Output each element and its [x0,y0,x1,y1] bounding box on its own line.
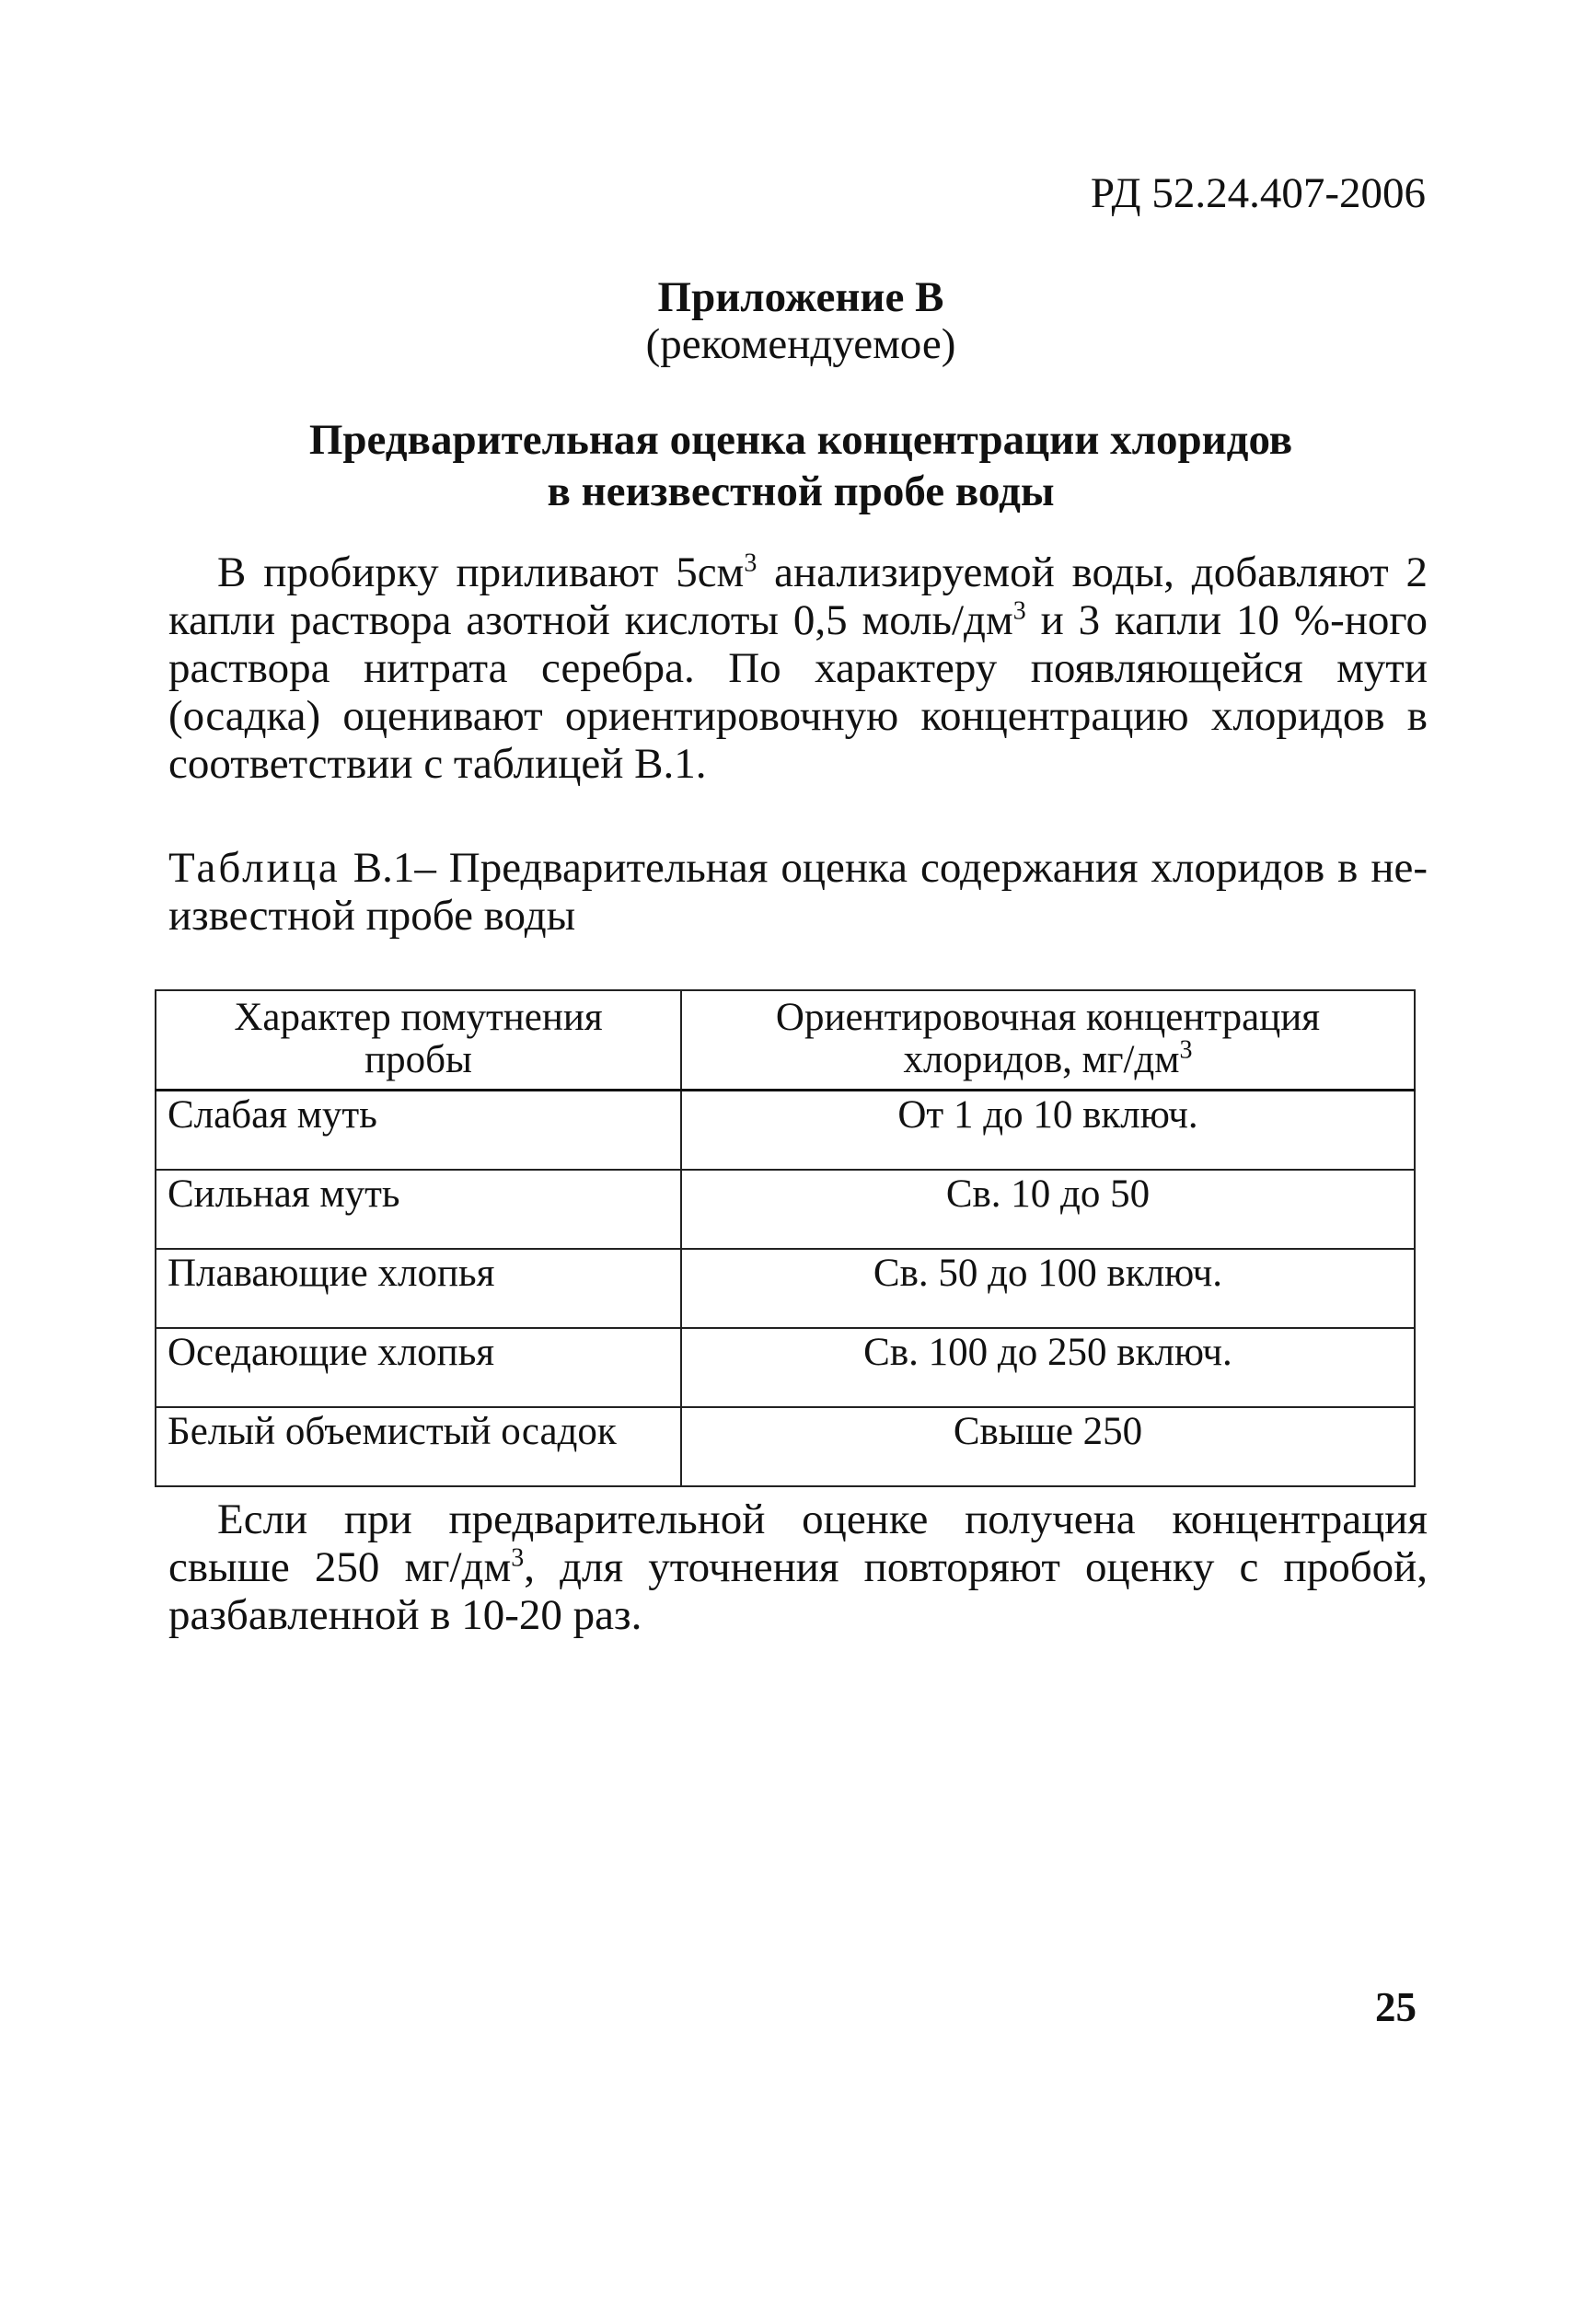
note-text-1: Если при предварительной оценке получена концентрация свыше 250 мг/дм [168,1495,1428,1591]
table-row [156,1407,1415,1486]
document-code: РД 52.24.407-2006 [1090,169,1426,217]
note-paragraph [168,1495,1428,1639]
section-heading-line-1: Предварительная оценка концентрации хлоридов [308,416,1293,464]
concentration-cell: Св. 50 до 100 включ. [681,1249,1415,1328]
note-text-2: , для уточнения повторяют оценку с пробой, разбавленной в 10-20 раз. [168,1543,1428,1639]
table-caption [168,844,1428,940]
table-caption-text: В.1– Предварительная оценка содержания хлоридов в неизвестной пробе воды [168,844,1428,940]
column-header-concentration [681,990,1415,1091]
turbidity-cell: Оседающие хлопья [156,1328,681,1407]
column-header-turbidity [156,990,681,1091]
intro-sup-1: 3 [744,549,758,578]
column-header-concentration-unit: хлоридов, мг/дм [903,1038,1180,1081]
intro-text-3: и 3 капли 10 %-ного раствора нитрата серебра. По характеру появляющейся мути (осадка) оценивают ориентировочную концентрацию хлоридов в соответствии с таблицей В.1. [168,596,1428,788]
note-sup-1: 3 [511,1543,525,1573]
page-number: 25 [1375,1984,1417,2030]
turbidity-cell: Сильная муть [156,1170,681,1249]
concentration-cell: От 1 до 10 включ. [681,1091,1415,1171]
column-header-concentration-sup: 3 [1179,1035,1193,1065]
table-row [156,1328,1415,1407]
appendix-subtitle: (рекомендуемое) [645,320,956,368]
table-header-row [156,990,1415,1091]
concentration-cell: Свыше 250 [681,1407,1415,1486]
section-heading-line-2: в неизвестной пробе воды [547,468,1055,515]
table-row [156,1249,1415,1328]
chloride-estimation-table [155,989,1416,1487]
turbidity-cell: Плавающие хлопья [156,1249,681,1328]
intro-text-2: анализируемой воды, добавляют 2 капли раствора азотной кислоты 0,5 моль/дм [168,549,1428,644]
column-header-concentration-line-1: Ориентировочная концентрация [775,996,1321,1039]
intro-sup-2: 3 [1012,596,1026,626]
intro-paragraph [168,549,1428,788]
turbidity-cell: Слабая муть [156,1091,681,1171]
table-row [156,1091,1415,1171]
intro-text-1: В пробирку приливают 5см [217,549,745,596]
table-caption-lead: Таблица [168,844,341,892]
column-header-concentration-line-2 [693,1035,1403,1081]
section-heading [156,414,1445,517]
column-header-turbidity-line-2: пробы [364,1038,472,1081]
concentration-cell: Св. 100 до 250 включ. [681,1328,1415,1407]
concentration-cell: Св. 10 до 50 [681,1170,1415,1249]
turbidity-cell: Белый объемистый осадок [156,1407,681,1486]
table-row [156,1170,1415,1249]
appendix-title: Приложение В [657,273,944,321]
column-header-turbidity-line-1: Характер помутнения [234,996,603,1039]
